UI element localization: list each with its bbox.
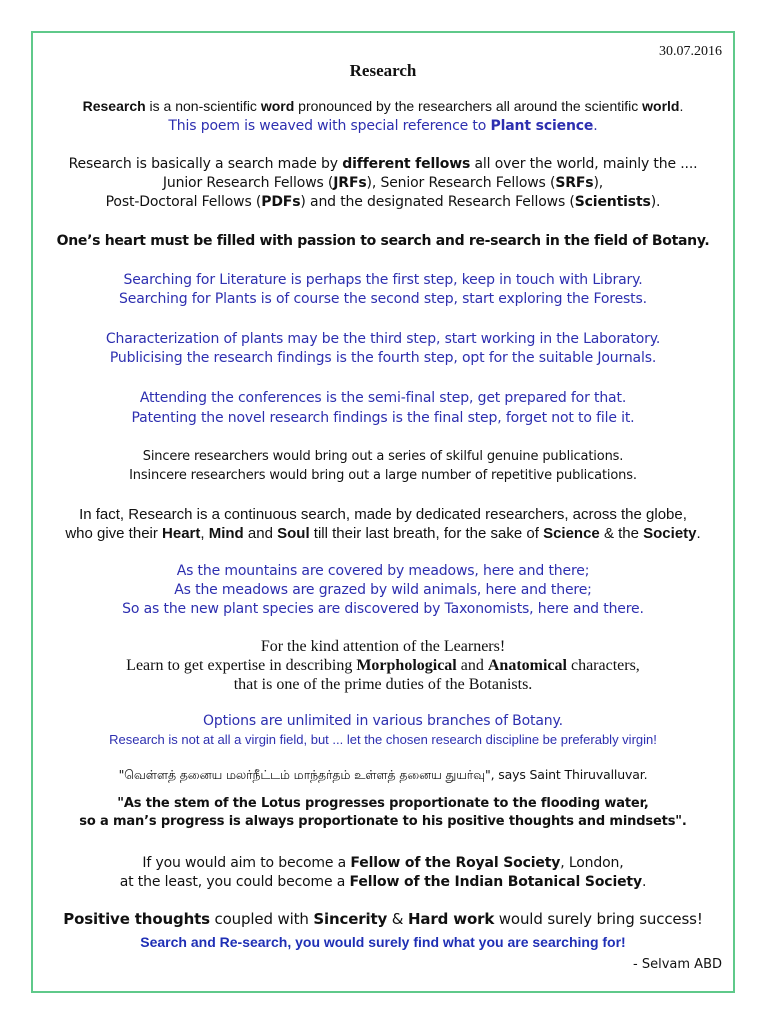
learners-line-2: Learn to get expertise in describing Morphological and Anatomical characters, bbox=[126, 657, 640, 674]
intro-line-1: Research is a non-scientific word pronounced by the researchers all around the scientific world. bbox=[82, 98, 684, 114]
step-line-3: Characterization of plants may be the third step, start working in the Laboratory. bbox=[105, 331, 661, 347]
mountains-line-2: As the meadows are grazed by wild animals, here and there; bbox=[174, 582, 592, 598]
step-line-2: Searching for Plants is of course the second step, start exploring the Forests. bbox=[119, 291, 647, 307]
tamil-quote: "வெள்ளத் தனைய மலர்நீட்டம் மாந்தர்தம் உள்ளத் தனைய துயர்வு", says Saint Thiruvalluvar. bbox=[118, 767, 648, 782]
options-line-1: Options are unlimited in various branches of Botany. bbox=[203, 713, 563, 729]
options-line-2: Research is not at all a virgin field, but ... let the chosen research discipline be preferably virgin! bbox=[109, 732, 657, 747]
step-line-6: Patenting the novel research findings is the final step, forget not to file it. bbox=[131, 410, 635, 426]
researchers-line-2: Insincere researchers would bring out a large number of repetitive publications. bbox=[129, 468, 637, 483]
fellow-aim-line-2: at the least, you could become a Fellow of the Indian Botanical Society. bbox=[119, 874, 647, 890]
signature: - Selvam ABD bbox=[633, 957, 722, 972]
continuous-line-1: In fact, Research is a continuous search, made by dedicated researchers, across the globe, bbox=[79, 506, 687, 523]
fellow-aim-line-1: If you would aim to become a Fellow of the Royal Society, London, bbox=[142, 855, 624, 871]
fellows-line-1: Research is basically a search made by different fellows all over the world, mainly the .... bbox=[68, 156, 698, 172]
lotus-line-2: so a man’s progress is always proportionate to his positive thoughts and mindsets". bbox=[79, 814, 687, 829]
step-line-4: Publicising the research findings is the fourth step, opt for the suitable Journals. bbox=[109, 350, 657, 366]
search-line: Search and Re-search, you would surely find what you are searching for! bbox=[140, 934, 626, 950]
mountains-line-3: So as the new plant species are discovered by Taxonomists, here and there. bbox=[122, 601, 644, 617]
learners-line-1: For the kind attention of the Learners! bbox=[260, 638, 506, 655]
lotus-line-1: "As the stem of the Lotus progresses proportionate to the flooding water, bbox=[117, 796, 649, 811]
passion-line: One’s heart must be filled with passion to search and re-search in the field of Botany. bbox=[56, 233, 710, 249]
learners-line-3: that is one of the prime duties of the Botanists. bbox=[233, 676, 533, 693]
success-line: Positive thoughts coupled with Sincerity & Hard work would surely bring success! bbox=[63, 910, 703, 928]
intro-line-2: This poem is weaved with special reference to Plant science. bbox=[168, 118, 598, 134]
fellows-line-2: Junior Research Fellows (JRFs), Senior Research Fellows (SRFs), bbox=[162, 175, 604, 191]
fellows-line-3: Post-Doctoral Fellows (PDFs) and the designated Research Fellows (Scientists). bbox=[105, 194, 661, 210]
continuous-line-2: who give their Heart, Mind and Soul till their last breath, for the sake of Science & the Society. bbox=[65, 525, 701, 542]
step-line-5: Attending the conferences is the semi-final step, get prepared for that. bbox=[139, 390, 627, 406]
page-title: Research bbox=[349, 61, 417, 80]
date: 30.07.2016 bbox=[659, 44, 722, 59]
mountains-line-1: As the mountains are covered by meadows, here and there; bbox=[176, 563, 590, 579]
researchers-line-1: Sincere researchers would bring out a series of skilful genuine publications. bbox=[142, 449, 624, 464]
step-line-1: Searching for Literature is perhaps the first step, keep in touch with Library. bbox=[123, 272, 643, 288]
